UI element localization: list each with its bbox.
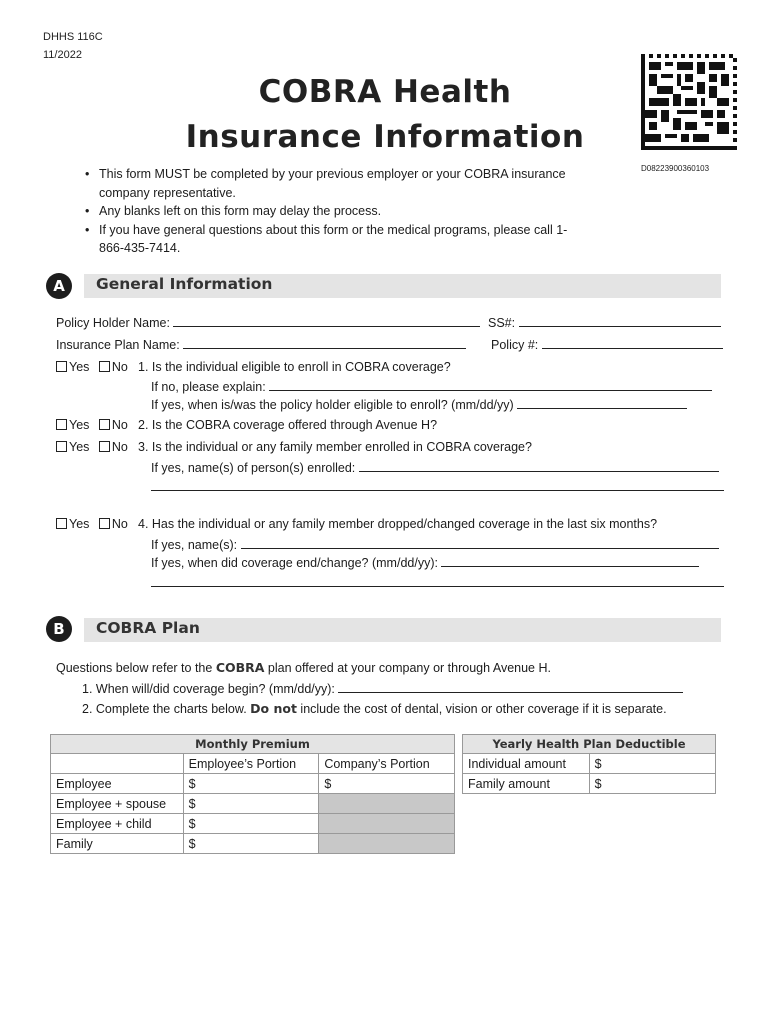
row-label: Employee + child xyxy=(51,814,184,834)
q1-text: 1. Is the individual eligible to enroll in COBRA coverage? xyxy=(138,360,451,374)
table-row xyxy=(51,814,455,834)
q4-options: Yes No xyxy=(56,517,128,531)
q3-no-checkbox[interactable] xyxy=(99,441,110,452)
deductible-amount-cell[interactable]: $ xyxy=(589,754,715,774)
policy-number-label: Policy #: xyxy=(491,338,539,352)
plan-name-field[interactable] xyxy=(183,337,466,349)
datamatrix-barcode xyxy=(641,54,737,150)
q1-yes-checkbox[interactable] xyxy=(56,361,67,372)
q3-options: Yes No xyxy=(56,440,128,454)
section-b-item2: 2. Complete the charts below. Do not include the cost of dental, vision or other coverage if it is separate. xyxy=(82,701,667,716)
row-label: Employee + spouse xyxy=(51,794,184,814)
table-row xyxy=(51,774,455,794)
policy-holder-field[interactable] xyxy=(173,315,480,327)
shaded-cell xyxy=(319,834,455,854)
employee-portion-header: Employee’s Portion xyxy=(183,754,319,774)
page-title-line1: COBRA Health xyxy=(258,74,512,110)
q4-date-label: If yes, when did coverage end/change? (mm/dd/yy): xyxy=(151,556,438,570)
q3-yes-checkbox[interactable] xyxy=(56,441,67,452)
employee-amount-cell[interactable]: $ xyxy=(183,774,319,794)
employee-amount-cell[interactable]: $ xyxy=(183,814,319,834)
plan-name-label: Insurance Plan Name: xyxy=(56,338,180,352)
company-portion-header: Company’s Portion xyxy=(319,754,455,774)
table-row xyxy=(51,794,455,814)
ss-field[interactable] xyxy=(519,315,721,327)
q3-names-field[interactable] xyxy=(359,460,719,472)
instruction-item: • This form MUST be completed by your previous employer or your COBRA insurance company representative. xyxy=(85,165,569,202)
q2-options: Yes No xyxy=(56,418,128,432)
q1-explain-field[interactable] xyxy=(269,379,712,391)
form-date: 11/2022 xyxy=(43,49,82,61)
deductible-table xyxy=(462,734,716,794)
q3-text: 3. Is the individual or any family member enrolled in COBRA coverage? xyxy=(138,440,532,454)
barcode-id: D08223900360103 xyxy=(641,164,710,173)
section-a-header xyxy=(84,274,721,298)
q4-names-field[interactable] xyxy=(241,537,719,549)
form-id: DHHS 116C xyxy=(43,31,103,43)
coverage-begin-label: 1. When will/did coverage begin? (mm/dd/yy): xyxy=(82,682,335,696)
ss-label: SS#: xyxy=(488,316,516,330)
q4-no-checkbox[interactable] xyxy=(99,518,110,529)
q1-date-field[interactable] xyxy=(517,397,687,409)
q3-names-field-continued[interactable] xyxy=(151,490,724,491)
q1-options: Yes No xyxy=(56,360,128,374)
employee-amount-cell[interactable]: $ xyxy=(183,794,319,814)
blank-header-cell xyxy=(51,754,184,774)
section-b-badge: B xyxy=(46,616,72,642)
shaded-cell xyxy=(319,794,455,814)
q2-yes-checkbox[interactable] xyxy=(56,419,67,430)
instruction-item: • If you have general questions about this form or the medical programs, please call 1-866-435-7414. xyxy=(85,221,569,258)
coverage-begin-field[interactable] xyxy=(338,681,683,693)
q4-names-label: If yes, name(s): xyxy=(151,538,238,552)
row-label: Employee xyxy=(51,774,184,794)
instructions-list xyxy=(85,165,585,258)
q2-no-checkbox[interactable] xyxy=(99,419,110,430)
row-label: Family xyxy=(51,834,184,854)
q4-text: 4. Has the individual or any family member dropped/changed coverage in the last six months? xyxy=(138,517,658,531)
monthly-premium-table xyxy=(50,734,455,854)
q4-date-field[interactable] xyxy=(441,555,699,567)
row-label: Individual amount xyxy=(463,754,590,774)
section-b-title: COBRA Plan xyxy=(96,619,200,637)
section-a-badge: A xyxy=(46,273,72,299)
deductible-amount-cell[interactable]: $ xyxy=(589,774,715,794)
q1-explain-label: If no, please explain: xyxy=(151,380,266,394)
table-row xyxy=(51,834,455,854)
deductible-heading: Yearly Health Plan Deductible xyxy=(463,735,716,754)
row-label: Family amount xyxy=(463,774,590,794)
q3-names-label: If yes, name(s) of person(s) enrolled: xyxy=(151,461,356,475)
policy-holder-label: Policy Holder Name: xyxy=(56,316,170,330)
table-row xyxy=(463,774,716,794)
section-b-header xyxy=(84,618,721,642)
q4-yes-checkbox[interactable] xyxy=(56,518,67,529)
section-a-title: General Information xyxy=(96,275,273,293)
company-amount-cell[interactable]: $ xyxy=(319,774,455,794)
q4-extra-field[interactable] xyxy=(151,586,724,587)
instruction-item: • Any blanks left on this form may delay the process. xyxy=(85,202,585,221)
q1-no-checkbox[interactable] xyxy=(99,361,110,372)
section-b-intro: Questions below refer to the COBRA plan offered at your company or through Avenue H. xyxy=(56,660,551,675)
q2-text: 2. Is the COBRA coverage offered through Avenue H? xyxy=(138,418,438,432)
q1-date-label: If yes, when is/was the policy holder eligible to enroll? (mm/dd/yy) xyxy=(151,398,514,412)
page-title-line2: Insurance Information xyxy=(185,119,585,155)
employee-amount-cell[interactable]: $ xyxy=(183,834,319,854)
table-row xyxy=(463,754,716,774)
shaded-cell xyxy=(319,814,455,834)
policy-number-field[interactable] xyxy=(542,337,723,349)
monthly-premium-heading: Monthly Premium xyxy=(51,735,455,754)
